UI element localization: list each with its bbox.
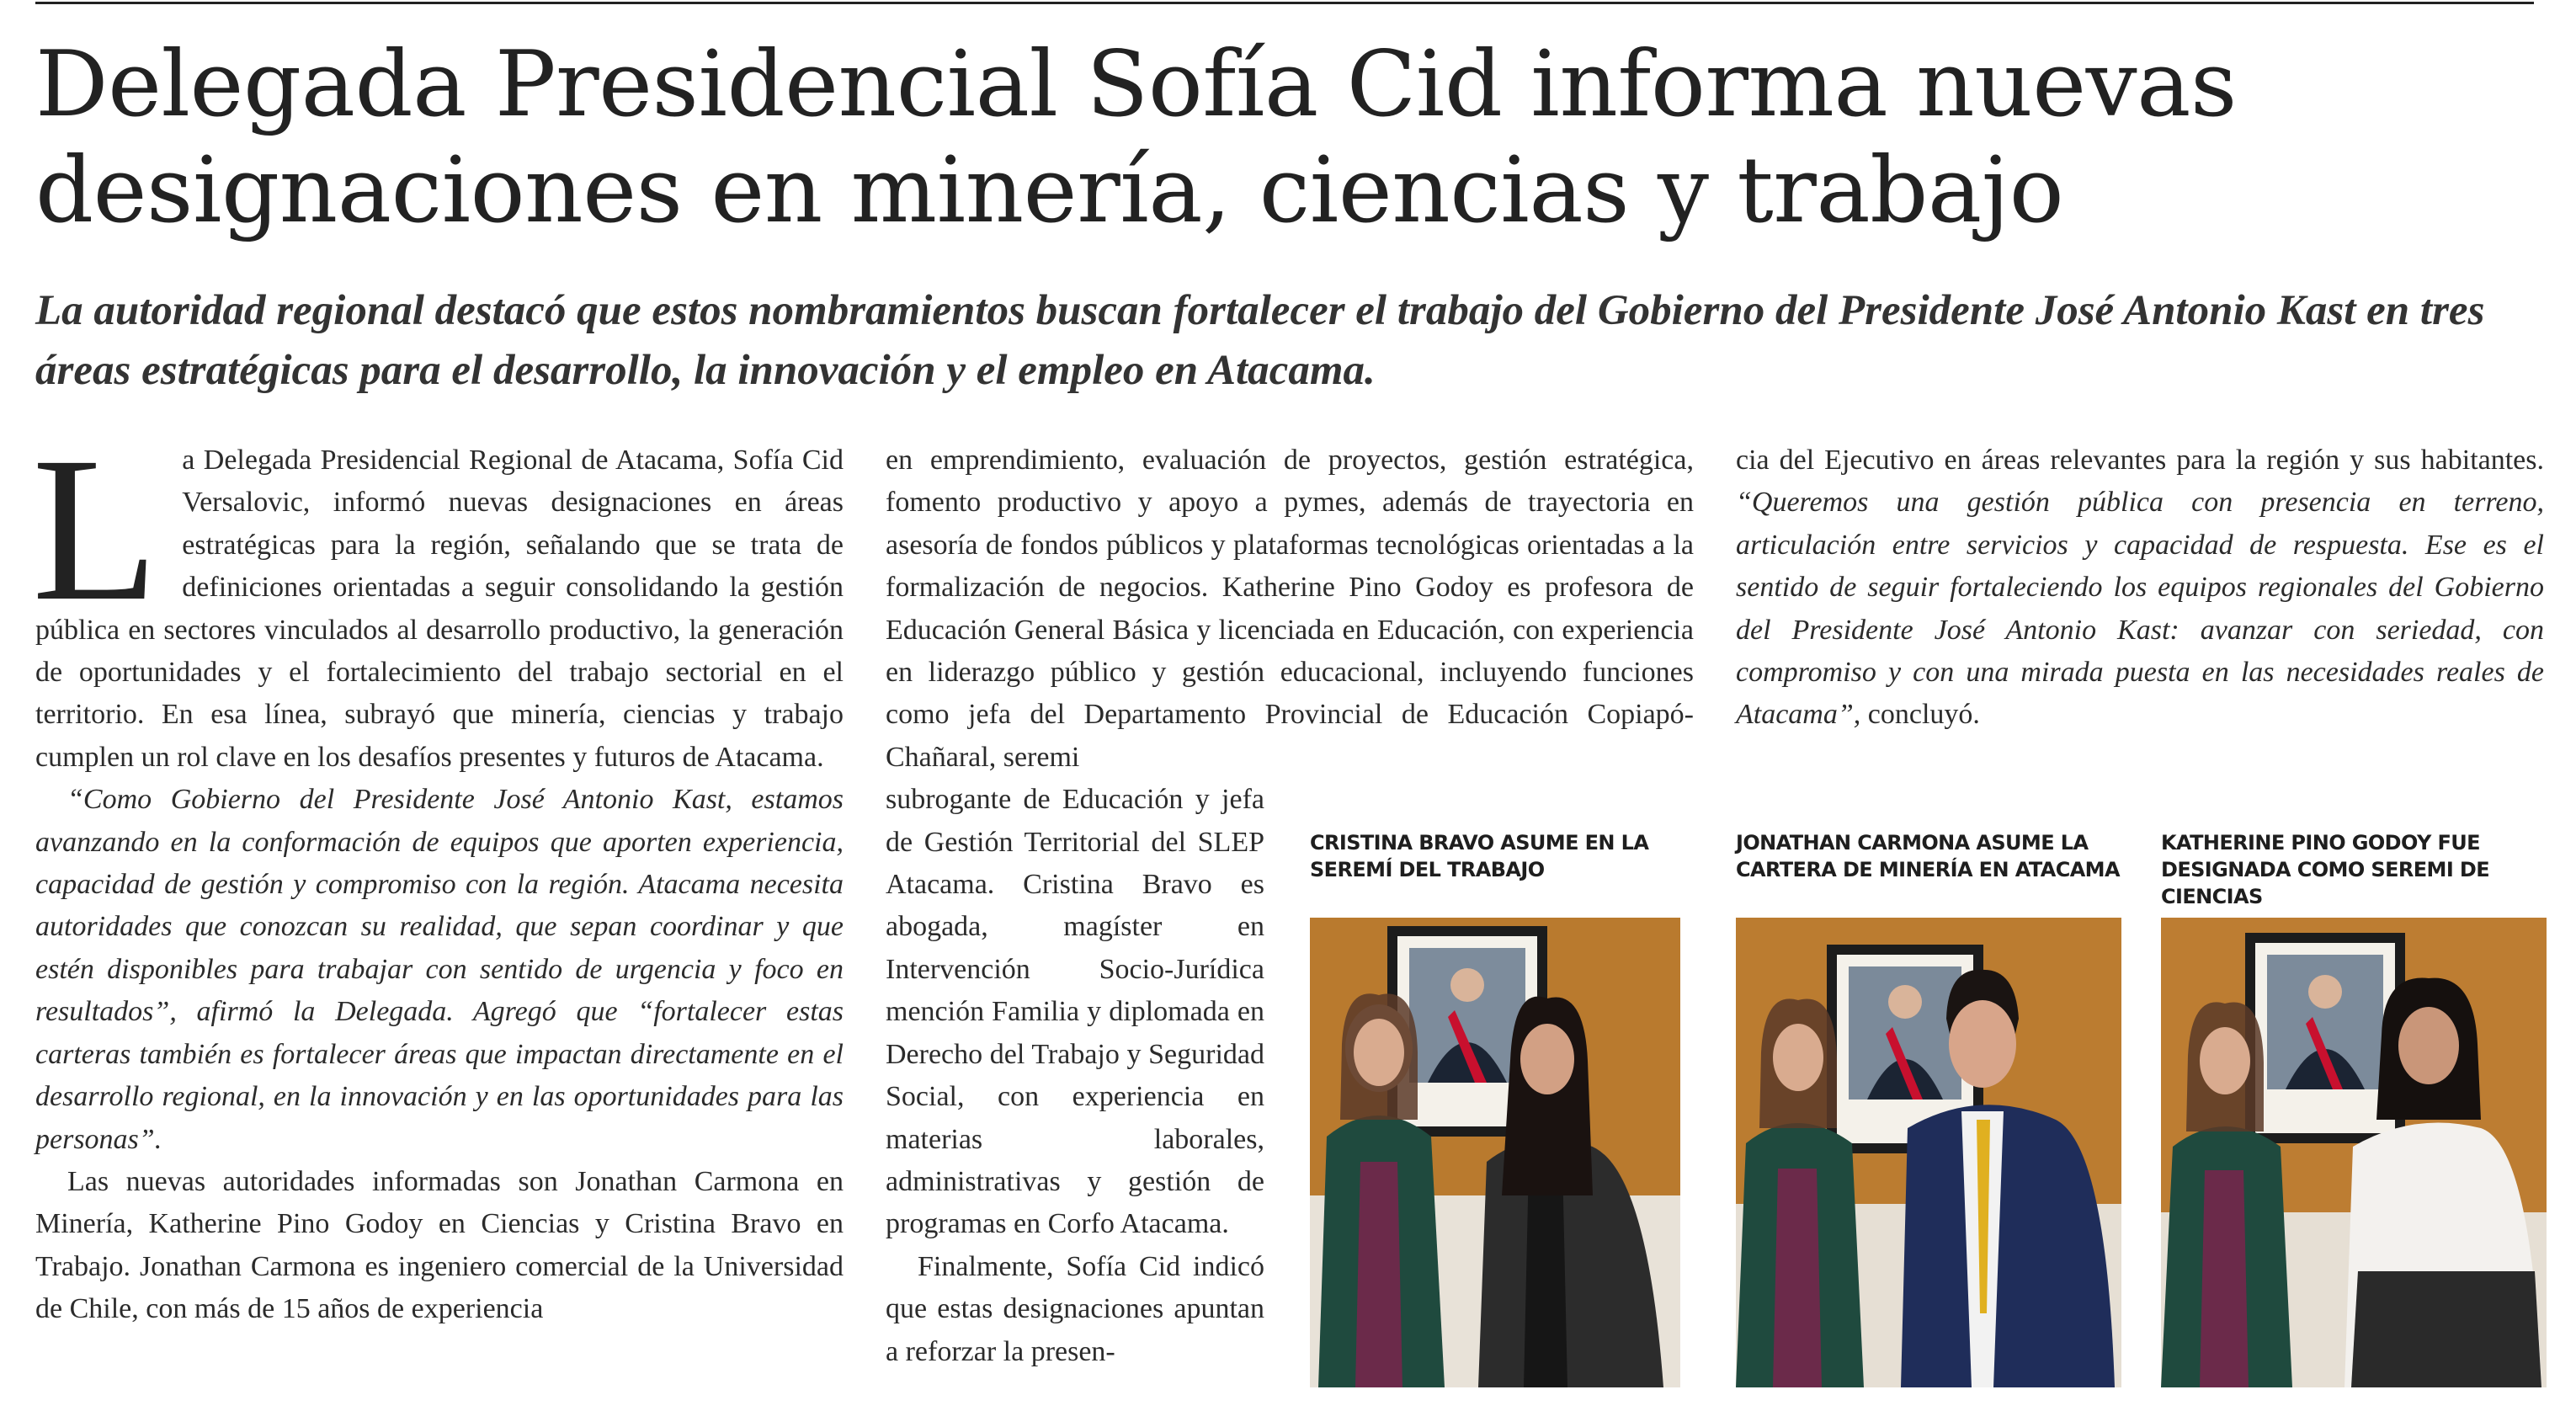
column-2-text: en emprendimiento, evaluación de proyectos, gestión estratégica, fomento productivo y apoyo a pymes, además de trayectoria en asesoría de fondos públicos y plataformas tecnológicas orientadas a la formalización de negocios. Katherine Pino Godoy es profesora de Educación General Básica y licenciada en Educación, con experiencia en liderazgo público y gestión educacional, incluyendo funciones como jefa del Departamento Provincial de Educación Copiapó-Chañaral, seremi [886,445,1694,773]
closing-quote: “Queremos una gestión pública con presencia en terreno, articulación entre servicios y capacidad de respuesta. Ese es el sentido de seguir fortaleciendo los equipos regionales del Gobierno del Presidente José Antonio Kast: avanzar con seriedad, con compromiso y con una mirada puesta en las necesidades reales de Atacama”, [1736,487,2544,731]
paragraph-final: Finalmente, Sofía Cid indicó que estas designaciones apuntan a reforzar la presen- [886,1250,1264,1367]
paragraph-1 [32,415,844,779]
article-column-3 [1736,439,2544,737]
column-2-narrow-text: subrogante de Educación y jefa de Gestión Territorial del SLEP Atacama. Cristina Bravo es abogada, magíster en Intervención Socio-Jurídica mención Familia y diplomada en Derecho del Trabajo y Seguridad Social, con experiencia en materias laborales, administrativas y gestión de programas en Corfo Atacama. [886,784,1264,1240]
column-3-text [1736,439,2544,737]
paragraph-1-text: a Delegada Presidencial Regional de Atacama, Sofía Cid Versalovic, informó nuevas designaciones en áreas estratégicas para la región, señalando que se trata de definiciones orientadas a seguir consolidando la gestión pública en sectores vinculados al desarrollo productivo, la generación de oportunidades y el fortalecimiento del trabajo sectorial en el territorio. En esa línea, subrayó que minería, ciencias y trabajo cumplen un rol clave en los desafíos presentes y futuros de Atacama. [35,445,844,773]
photo-katherine-pino-godoy [2161,918,2547,1387]
photo-caption-mineria: JONATHAN CARMONA ASUME LA CARTERA DE MINERÍA EN ATACAMA [1736,831,2120,881]
column-2-narrow [886,779,1264,1373]
column-3-start: cia del Ejecutivo en áreas relevantes para la región y sus habitantes. [1736,445,2544,476]
column-3-end: concluyó. [1867,699,1980,731]
headline: Delegada Presidencial Sofía Cid informa nuevas designaciones en minería, ciencias y trabajo [35,32,2237,243]
photo-jonathan-carmona [1736,918,2121,1387]
photo-caption-trabajo: CRISTINA BRAVO ASUME EN LA SEREMÍ DEL TRABAJO [1310,831,1649,881]
subheadline: La autoridad regional destacó que estos nombramientos buscan fortalecer el trabajo del Gobierno del Presidente José Antonio Kast en tres áreas estratégicas para el desarrollo, la innovación y el empleo en Atacama. [35,287,2485,394]
article-column-1 [32,415,844,1331]
photo-cristina-bravo [1310,918,1680,1387]
paragraph-3: Las nuevas autoridades informadas son Jonathan Carmona en Minería, Katherine Pino Godoy en Ciencias y Cristina Bravo en Trabajo. Jonathan Carmona es ingeniero comercial de la Universidad de Chile, con más de 15 años de experiencia [35,1165,844,1325]
top-rule [35,2,2534,4]
photo-caption-ciencias: KATHERINE PINO GODOY FUE DESIGNADA COMO SEREMI DE CIENCIAS [2161,831,2490,908]
drop-cap: L [32,415,159,644]
paragraph-2-quote: “Como Gobierno del Presidente José Antonio Kast, estamos avanzando en la conformación de equipos que aporten experiencia, capacidad de gestión y compromiso con la región. Atacama necesita autoridades que conozcan su realidad, que sepan coordinar y que estén disponibles para trabajar con sentido de urgencia y foco en resultados”, afirmó la Delegada. Agregó que “fortalecer estas carteras también es fortalecer áreas que impactan directamente en el desarrollo regional, en la innovación y en las oportunidades para las personas”. [35,784,844,1155]
